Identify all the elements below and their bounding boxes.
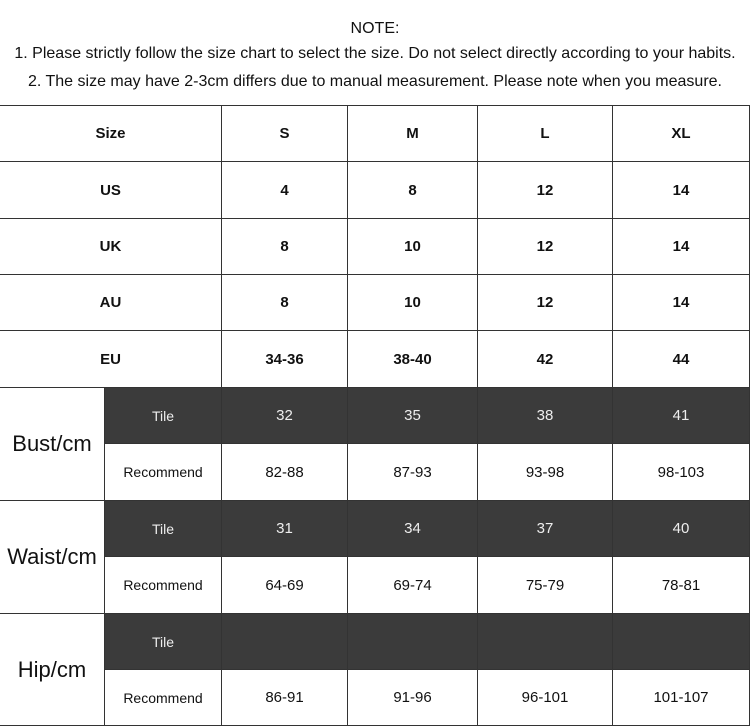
size-header-m: M bbox=[348, 106, 478, 162]
waist-tile-xl: 40 bbox=[613, 501, 750, 557]
group-hip: Hip/cm bbox=[0, 614, 105, 726]
region-eu: EU bbox=[0, 331, 222, 388]
note-line-1: 1. Please strictly follow the size chart to select the size. Do not select directly according to your habits. bbox=[14, 45, 736, 62]
group-waist: Waist/cm bbox=[0, 501, 105, 614]
hip-tile-s bbox=[222, 614, 348, 670]
uk-l: 12 bbox=[478, 219, 613, 275]
group-bust: Bust/cm bbox=[0, 388, 105, 501]
size-header-xl: XL bbox=[613, 106, 750, 162]
bust-recommend-s: 82-88 bbox=[222, 444, 348, 501]
bust-tile-s: 32 bbox=[222, 388, 348, 444]
waist-tile-label: Tile bbox=[105, 501, 222, 557]
au-l: 12 bbox=[478, 275, 613, 331]
au-xl: 14 bbox=[613, 275, 750, 331]
us-xl: 14 bbox=[613, 162, 750, 219]
eu-m: 38-40 bbox=[348, 331, 478, 388]
bust-tile-l: 38 bbox=[478, 388, 613, 444]
eu-xl: 44 bbox=[613, 331, 750, 388]
size-chart-table bbox=[0, 106, 750, 726]
waist-tile-l: 37 bbox=[478, 501, 613, 557]
us-l: 12 bbox=[478, 162, 613, 219]
au-m: 10 bbox=[348, 275, 478, 331]
uk-m: 10 bbox=[348, 219, 478, 275]
waist-recommend-s: 64-69 bbox=[222, 557, 348, 614]
eu-l: 42 bbox=[478, 331, 613, 388]
hip-tile-label: Tile bbox=[105, 614, 222, 670]
hip-tile-xl bbox=[613, 614, 750, 670]
bust-recommend-m: 87-93 bbox=[348, 444, 478, 501]
bust-recommend-xl: 98-103 bbox=[613, 444, 750, 501]
hip-recommend-xl: 101-107 bbox=[613, 670, 750, 726]
hip-recommend-label: Recommend bbox=[105, 670, 222, 726]
hip-tile-m bbox=[348, 614, 478, 670]
bust-tile-label: Tile bbox=[105, 388, 222, 444]
size-header-label: Size bbox=[0, 106, 222, 162]
size-header-l: L bbox=[478, 106, 613, 162]
note-line-2: 2. The size may have 2-3cm differs due to manual measurement. Please note when you measure. bbox=[28, 73, 722, 90]
hip-recommend-l: 96-101 bbox=[478, 670, 613, 726]
waist-recommend-label: Recommend bbox=[105, 557, 222, 614]
waist-recommend-xl: 78-81 bbox=[613, 557, 750, 614]
hip-recommend-m: 91-96 bbox=[348, 670, 478, 726]
waist-tile-s: 31 bbox=[222, 501, 348, 557]
us-s: 4 bbox=[222, 162, 348, 219]
us-m: 8 bbox=[348, 162, 478, 219]
bust-tile-m: 35 bbox=[348, 388, 478, 444]
size-header-s: S bbox=[222, 106, 348, 162]
hip-recommend-s: 86-91 bbox=[222, 670, 348, 726]
bust-tile-xl: 41 bbox=[613, 388, 750, 444]
eu-s: 34-36 bbox=[222, 331, 348, 388]
region-au: AU bbox=[0, 275, 222, 331]
waist-tile-m: 34 bbox=[348, 501, 478, 557]
uk-s: 8 bbox=[222, 219, 348, 275]
waist-recommend-m: 69-74 bbox=[348, 557, 478, 614]
note-section bbox=[0, 0, 750, 106]
region-us: US bbox=[0, 162, 222, 219]
au-s: 8 bbox=[222, 275, 348, 331]
region-uk: UK bbox=[0, 219, 222, 275]
hip-tile-l bbox=[478, 614, 613, 670]
waist-recommend-l: 75-79 bbox=[478, 557, 613, 614]
bust-recommend-l: 93-98 bbox=[478, 444, 613, 501]
uk-xl: 14 bbox=[613, 219, 750, 275]
note-title: NOTE: bbox=[350, 20, 400, 37]
bust-recommend-label: Recommend bbox=[105, 444, 222, 501]
